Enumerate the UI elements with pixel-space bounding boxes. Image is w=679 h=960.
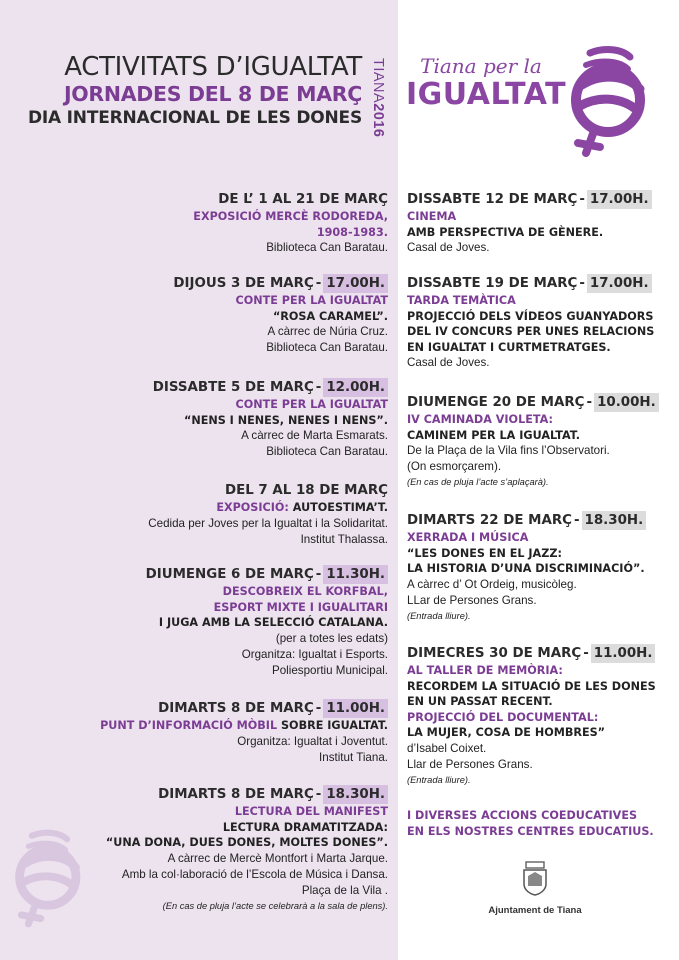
event bbox=[407, 190, 652, 256]
event-date-text: DIMARTS 8 DE MARÇ bbox=[158, 787, 314, 802]
event-date-text: DISSABTE 5 DE MARÇ bbox=[152, 380, 314, 395]
event-time: 11.30H. bbox=[323, 565, 388, 584]
event-time: 11.00H. bbox=[591, 644, 656, 663]
event-line: Institut Thalassa. bbox=[300, 532, 388, 546]
event-line: LECTURA DRAMATITZADA: bbox=[222, 820, 388, 834]
event-dash: - bbox=[579, 276, 585, 291]
closing-line-2: EN ELS NOSTRES CENTRES EDUCATIUS. bbox=[407, 825, 654, 838]
event-line bbox=[148, 500, 388, 516]
event-time: 17.00H. bbox=[587, 190, 652, 209]
event bbox=[193, 190, 388, 256]
event-time: 17.00H. bbox=[587, 274, 652, 293]
event-time: 11.00H. bbox=[323, 699, 388, 718]
event bbox=[100, 699, 388, 766]
event-line: Casal de Joves. bbox=[407, 241, 490, 254]
event-dash: - bbox=[315, 787, 322, 802]
event-date-text: DIJOUS 3 DE MARÇ bbox=[173, 276, 314, 291]
event-date bbox=[407, 393, 659, 412]
event-line-title: SOBRE IGUALTAT. bbox=[281, 719, 388, 732]
event-line: EN IGUALTAT I CURTMETRATGES. bbox=[407, 340, 611, 354]
event-date-text: DIUMENGE 6 DE MARÇ bbox=[145, 567, 314, 582]
event-date bbox=[407, 274, 654, 293]
event-line: EN UN PASSAT RECENT. bbox=[407, 695, 553, 708]
event-line: “ROSA CARAMEL”. bbox=[272, 309, 388, 323]
event-category: XERRADA I MÚSICA bbox=[407, 531, 529, 544]
event-line: LLar de Persones Grans. bbox=[407, 593, 537, 607]
event-category: CONTE PER LA IGUALTAT bbox=[235, 294, 388, 307]
event-category: AL TALLER DE MEMÒRIA: bbox=[407, 664, 563, 677]
event-line: I JUGA AMB LA SELECCIÓ CATALANA. bbox=[158, 616, 388, 629]
event-line: Poliesportiu Municipal. bbox=[272, 663, 388, 677]
event-line: d’Isabel Coixet. bbox=[407, 741, 487, 755]
event-category: CONTE PER LA IGUALTAT bbox=[235, 398, 388, 411]
event-time: 12.00H. bbox=[323, 378, 388, 397]
event-date bbox=[407, 190, 652, 209]
event-dash: - bbox=[586, 395, 593, 410]
event bbox=[407, 644, 656, 787]
event-time: 18.30H. bbox=[582, 511, 647, 530]
event-line: DEL IV CONCURS PER UNES RELACIONS bbox=[407, 325, 655, 338]
event-line: Biblioteca Can Baratau. bbox=[266, 241, 388, 254]
event-note: (Entrada lliure). bbox=[407, 774, 471, 785]
event-date bbox=[106, 785, 388, 804]
event-line: AMB PERSPECTIVA DE GÈNERE. bbox=[407, 225, 604, 239]
event-line: Institut Tiana. bbox=[319, 750, 388, 764]
coat-of-arms-icon bbox=[520, 860, 550, 896]
page-title: ACTIVITATS D’IGUALTAT bbox=[64, 52, 362, 82]
event-line: “NENS I NENES, NENES I NENS”. bbox=[184, 413, 388, 427]
event-line: Biblioteca Can Baratau. bbox=[266, 341, 388, 354]
logo-big-text: IGUALTAT bbox=[406, 77, 567, 112]
event-date-text: DISSABTE 12 DE MARÇ bbox=[407, 192, 578, 207]
event-line: A càrrec d’ Ot Ordeig, musicòleg. bbox=[407, 577, 577, 591]
event-date bbox=[193, 190, 388, 209]
event-date-text: DIMARTS 22 DE MARÇ bbox=[407, 513, 572, 528]
event-category: DESCOBREIX EL KORFBAL, bbox=[222, 585, 388, 598]
event-line: LA MUJER, COSA DE HOMBRES” bbox=[407, 726, 606, 739]
event-line: “UNA DONA, DUES DONES, MOLTES DONES”. bbox=[105, 836, 388, 849]
event-note: (En cas de pluja l’acte s’aplaçarà). bbox=[407, 477, 549, 487]
event bbox=[407, 274, 654, 371]
event bbox=[173, 274, 388, 356]
event-time: 18.30H. bbox=[323, 785, 388, 804]
event-dash: - bbox=[579, 192, 585, 207]
event-dash: - bbox=[315, 380, 322, 395]
event bbox=[407, 511, 646, 623]
event-line: Plaça de la Vila . bbox=[301, 883, 388, 897]
event-date-text: DISSABTE 19 DE MARÇ bbox=[407, 276, 578, 291]
event-category: EXPOSICIÓ MERCÈ RODOREDA, bbox=[193, 210, 388, 223]
event-line: CAMINEM PER LA IGUALTAT. bbox=[407, 428, 580, 442]
event-line: LA HISTORIA D’UNA DISCRIMINACIÓ”. bbox=[407, 562, 645, 575]
event-line-category: PUNT D’INFORMACIÓ MÒBIL bbox=[100, 719, 281, 732]
event-line: A càrrec de Marta Esmarats. bbox=[241, 429, 388, 442]
event-category: TARDA TEMÀTICA bbox=[407, 294, 516, 307]
event-line: (On esmorçarem). bbox=[407, 460, 502, 473]
event-category: 1908-1983. bbox=[316, 225, 388, 239]
event-note: (Entrada lliure). bbox=[407, 610, 471, 621]
event bbox=[106, 785, 388, 913]
event-date-text: DIMARTS 8 DE MARÇ bbox=[158, 701, 314, 716]
event-date bbox=[146, 565, 388, 584]
event bbox=[153, 378, 388, 460]
closing-note bbox=[407, 808, 654, 840]
event bbox=[407, 393, 659, 489]
event-line: A càrrec de Núria Cruz. bbox=[267, 325, 388, 338]
event bbox=[146, 565, 388, 679]
event-date bbox=[153, 378, 388, 397]
event-line: (per a totes les edats) bbox=[275, 631, 388, 645]
event-date-text: DEL 7 AL 18 DE MARÇ bbox=[224, 483, 388, 498]
ajuntament-label: Ajuntament de Tiana bbox=[488, 905, 582, 916]
page-subtitle-2: DIA INTERNACIONAL DE LES DONES bbox=[27, 108, 362, 128]
event-date bbox=[148, 481, 388, 500]
event bbox=[148, 481, 388, 548]
event-note: (En cas de pluja l’acte se celebrarà a la sala de plens). bbox=[162, 900, 388, 911]
event-date bbox=[173, 274, 388, 293]
event-line: Casal de Joves. bbox=[407, 356, 490, 369]
event-line: Llar de Persones Grans. bbox=[407, 757, 533, 771]
event-category: ESPORT MIXTE I IGUALITARI bbox=[213, 600, 388, 614]
event-date-text: DE L’ 1 AL 21 DE MARÇ bbox=[218, 192, 388, 207]
event-time: 17.00H. bbox=[323, 274, 388, 293]
event-category: CINEMA bbox=[407, 210, 457, 223]
closing-line-1: I DIVERSES ACCIONS COEDUCATIVES bbox=[407, 809, 638, 822]
event-line: PROJECCIÓ DELS VÍDEOS GUANYADORS bbox=[407, 309, 654, 323]
event-line-category: EXPOSICIÓ: bbox=[216, 501, 293, 514]
event-date-text: DIUMENGE 20 DE MARÇ bbox=[407, 395, 585, 410]
event-date bbox=[407, 644, 656, 663]
event-dash: - bbox=[583, 646, 589, 661]
event-dash: - bbox=[315, 567, 322, 582]
vertical-place: TIANA bbox=[370, 58, 386, 104]
event-dash: - bbox=[573, 513, 580, 528]
event-category: LECTURA DEL MANIFEST bbox=[234, 805, 388, 818]
event-line bbox=[100, 718, 388, 734]
event-line: Biblioteca Can Baratau. bbox=[266, 445, 388, 458]
event-dash: - bbox=[315, 701, 322, 716]
event-category: IV CAMINADA VIOLETA: bbox=[407, 413, 553, 426]
event-line: Cedida per Joves per la Igualtat i la Solidaritat. bbox=[148, 516, 388, 530]
event-date bbox=[100, 699, 388, 718]
event-dash: - bbox=[315, 276, 322, 291]
event-line: “LES DONES EN EL JAZZ: bbox=[407, 546, 562, 560]
logo-script-text: Tiana per la bbox=[420, 54, 542, 78]
event-line: RECORDEM LA SITUACIÓ DE LES DONES bbox=[407, 679, 656, 693]
event-line: Organitza: Igualtat i Esports. bbox=[241, 647, 388, 661]
event-line: Amb la col·laboració de l’Escola de Música i Dansa. bbox=[121, 867, 388, 881]
event-category: PROJECCIÓ DEL DOCUMENTAL: bbox=[407, 710, 599, 724]
event-date bbox=[407, 511, 646, 530]
event-date-text: DIMECRES 30 DE MARÇ bbox=[407, 646, 582, 661]
ajuntament-logo bbox=[480, 860, 590, 916]
event-line: De la Plaça de la Vila fins l’Observatori. bbox=[407, 444, 610, 457]
event-line-title: AUTOESTIMA’T. bbox=[292, 501, 388, 514]
page-subtitle: JORNADES DEL 8 DE MARÇ bbox=[63, 82, 362, 106]
event-line: A càrrec de Mercè Montfort i Marta Jarque. bbox=[167, 851, 388, 865]
event-time: 10.00H. bbox=[594, 393, 659, 412]
vertical-year: 2016 bbox=[370, 103, 386, 138]
event-line: Organitza: Igualtat i Joventut. bbox=[237, 734, 388, 748]
